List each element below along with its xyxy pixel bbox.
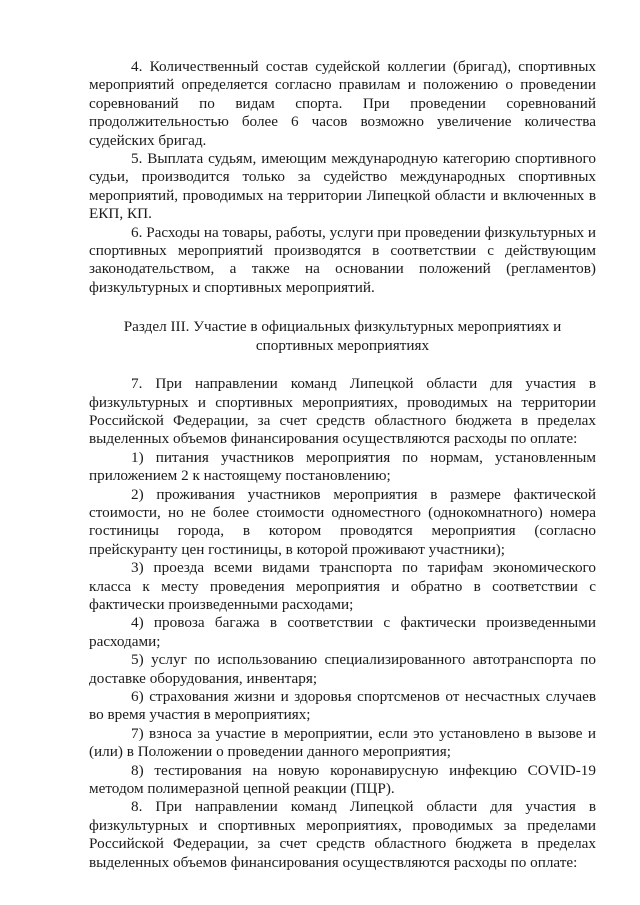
list-item-6: 6) страхования жизни и здоровья спортсменов от несчастных случаев во время участия в мероприятиях; <box>89 688 596 724</box>
paragraph-7: 7. При направлении команд Липецкой области для участия в физкультурных и спортивных мероприятиях, проводимых на территории Российской Федерации, за счет средств областного бюджета в пределах выделенных объемов финансирования осуществляются расходы по оплате: <box>89 375 596 448</box>
section-heading-line-2: спортивных мероприятиях <box>255 336 430 354</box>
list-item-1: 1) питания участников мероприятия по нормам, установленным приложением 2 к настоящему постановлению; <box>89 448 596 485</box>
paragraph-6: 6. Расходы на товары, работы, услуги при проведении физкультурных и спортивных мероприятий производятся в соответствии с действующим законодательством, а также на основании положений (регламентов) физкультурных и спортивных мероприятий. <box>89 223 596 296</box>
section-heading <box>89 318 596 355</box>
paragraph-5: 5. Выплата судьям, имеющим международную категорию спортивного судьи, производится только за судейство международных спортивных мероприятий, проводимых на территории Липецкой области и включенных в ЕКП, КП. <box>89 150 596 223</box>
document-page <box>89 58 596 872</box>
paragraph-8: 8. При направлении команд Липецкой области для участия в физкультурных и спортивных мероприятиях, проводимых за пределами Российской Федерации, за счет средств областного бюджета в пределах выделенных объемов финансирования осуществляются расходы по оплате: <box>89 798 596 871</box>
list-item-8: 8) тестирования на новую коронавирусную инфекцию COVID-19 методом полимеразной цепной реакции (ПЦР). <box>89 761 596 798</box>
list-item-5: 5) услуг по использованию специализированного автотранспорта по доставке оборудования, инвентаря; <box>89 651 596 687</box>
list-item-7: 7) взноса за участие в мероприятии, если это установлено в вызове и (или) в Положении о проведении данного мероприятия; <box>89 724 596 761</box>
list-item-2: 2) проживания участников мероприятия в размере фактической стоимости, но не более стоимости одноместного (однокомнатного) номера гостиницы города, в котором проводятся мероприятия (согласно прейскуранту цен гостиницы, в которой проживают участники); <box>89 485 596 558</box>
section-heading-line-1: Раздел III. Участие в официальных физкультурных мероприятиях и <box>123 318 562 336</box>
list-item-4: 4) провоза багажа в соответствии с фактически произведенными расходами; <box>89 614 596 650</box>
list-item-3: 3) проезда всеми видами транспорта по тарифам экономического класса к месту проведения мероприятия и обратно в соответствии с фактически произведенными расходами; <box>89 559 596 613</box>
paragraph-4: 4. Количественный состав судейской коллегии (бригад), спортивных мероприятий определяется согласно правилам и положению о проведении соревнований по видам спорта. При проведении соревнований продолжительностью более 6 часов возможно увеличение количества судейских бригад. <box>89 58 596 149</box>
